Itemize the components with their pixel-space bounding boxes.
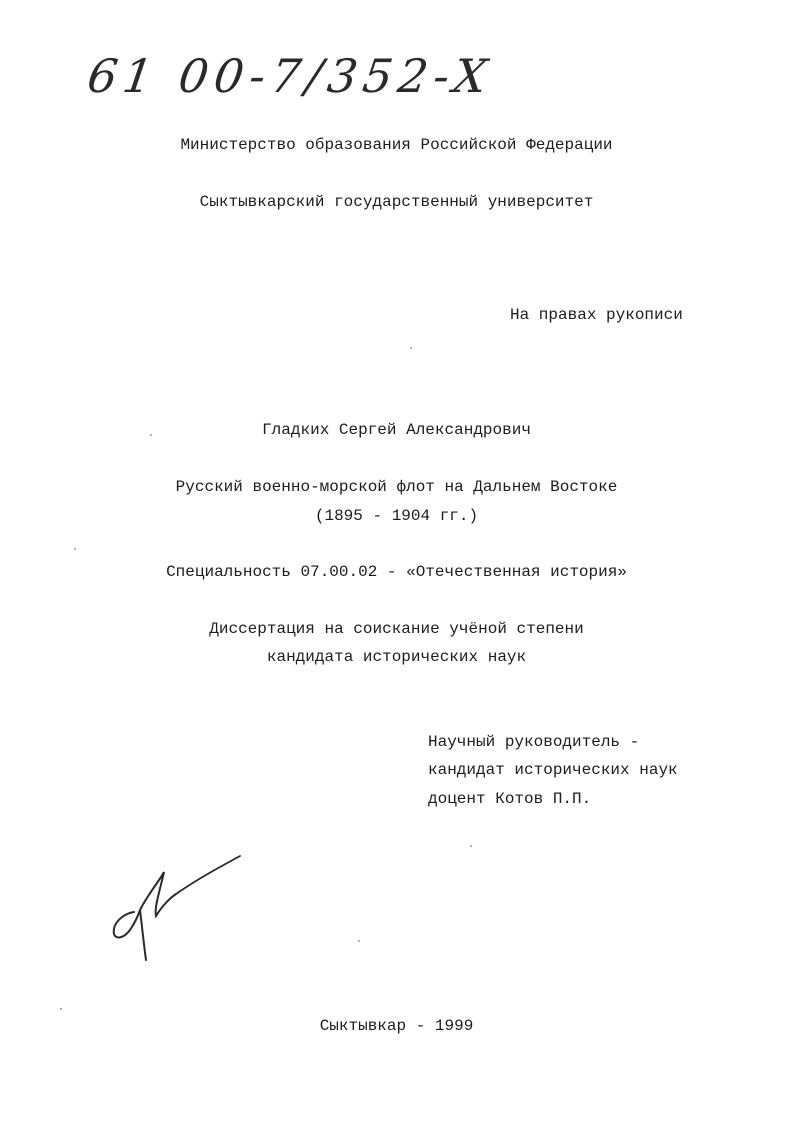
scan-speck (60, 1008, 62, 1010)
university-line: Сыктывкарский государственный университет (199, 193, 594, 211)
rights-note: На правах рукописи (510, 306, 683, 324)
scan-speck (410, 347, 412, 349)
handwritten-archive-code: 61 00-7/352-X (84, 49, 497, 103)
supervisor-line1: Научный руководитель - (428, 733, 640, 751)
dissertation-title-line2: (1895 - 1904 гг.) (314, 507, 479, 525)
specialty-line: Специальность 07.00.02 - «Отечественная история» (166, 563, 627, 581)
degree-line1: Диссертация на соискание учёной степени (209, 620, 584, 638)
signature-mark (104, 850, 254, 970)
scan-speck (150, 434, 152, 436)
dissertation-title-line1: Русский военно-морской флот на Дальнем Востоке (175, 478, 618, 496)
ministry-line: Министерство образования Российской Федерации (180, 136, 613, 154)
scan-speck (470, 845, 472, 847)
scan-speck (358, 940, 360, 942)
degree-line2: кандидата исторических наук (266, 648, 527, 666)
scan-speck (74, 548, 76, 550)
supervisor-line3: доцент Котов П.П. (428, 790, 592, 808)
supervisor-line2: кандидат исторических наук (428, 761, 678, 779)
author-name: Гладких Сергей Александрович (262, 421, 531, 439)
place-and-year: Сыктывкар - 1999 (319, 1017, 474, 1035)
